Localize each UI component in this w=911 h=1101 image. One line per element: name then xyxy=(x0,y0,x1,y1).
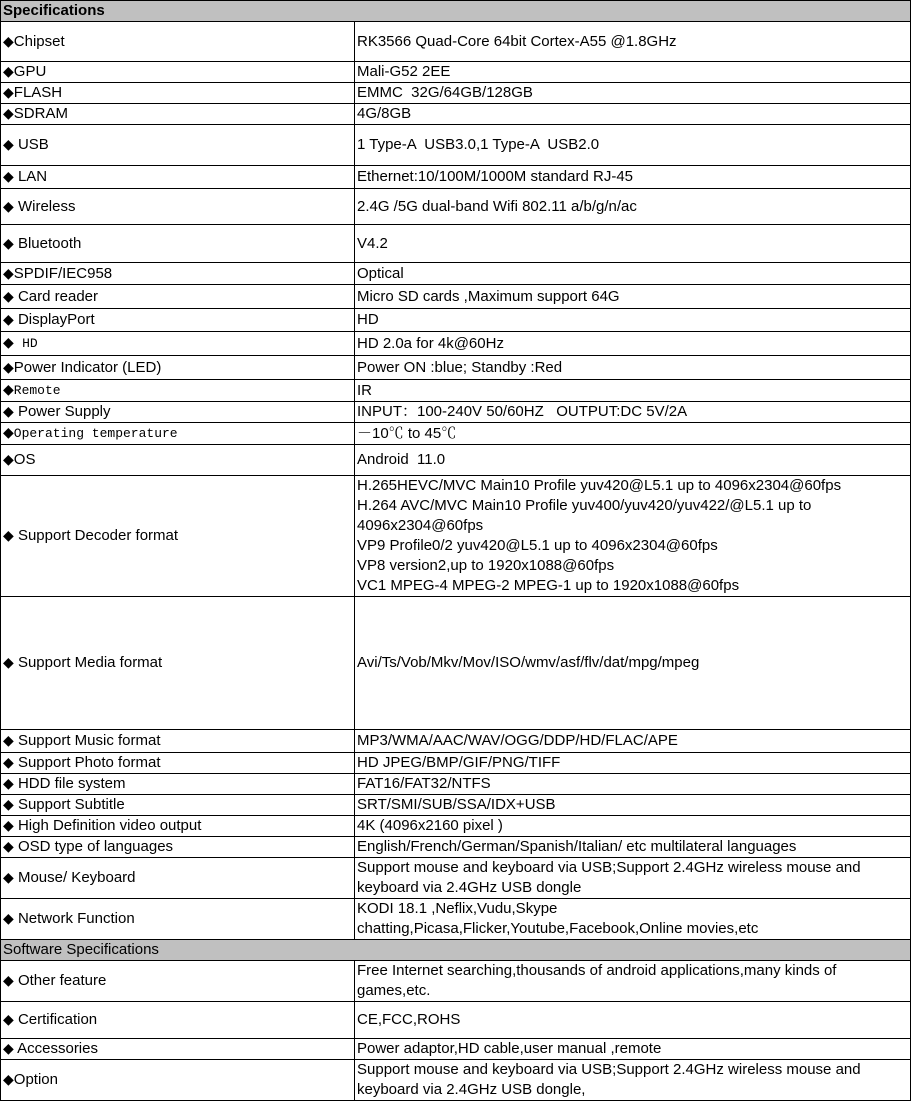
spec-value-cell xyxy=(355,774,911,795)
spec-value-cell xyxy=(355,380,911,402)
diamond-bullet-icon: ◆ xyxy=(3,235,14,252)
spec-value-cell xyxy=(355,1060,911,1101)
spec-value-line: Support mouse and keyboard via USB;Support 2.4GHz wireless mouse and xyxy=(357,859,861,876)
spec-value-line: H.265HEVC/MVC Main10 Profile yuv420@L5.1 up to 4096x2304@60fps xyxy=(357,477,842,494)
spec-label: Support Decoder format xyxy=(17,527,179,544)
spec-label-cell xyxy=(1,189,355,225)
diamond-bullet-icon: ◆ xyxy=(3,839,14,855)
spec-label: Option xyxy=(13,1071,58,1088)
spec-value-cell xyxy=(355,263,911,285)
section-header xyxy=(1,940,911,961)
spec-value-cell xyxy=(355,285,911,309)
spec-label: SDRAM xyxy=(13,105,68,122)
spec-row xyxy=(1,423,911,445)
diamond-bullet-icon: ◆ xyxy=(3,1041,14,1057)
label-spacer xyxy=(14,334,22,351)
spec-value-line: HD 2.0a for 4k@60Hz xyxy=(357,334,504,352)
spec-row xyxy=(1,166,911,189)
spec-value-cell xyxy=(355,166,911,189)
diamond-bullet-icon: ◆ xyxy=(3,655,14,671)
spec-label: Other feature xyxy=(17,972,107,989)
spec-row xyxy=(1,83,911,104)
diamond-bullet-icon: ◆ xyxy=(3,106,14,122)
spec-value-line: HD JPEG/BMP/GIF/PNG/TIFF xyxy=(357,754,561,771)
spec-value-line: 1 Type-A USB3.0,1 Type-A USB2.0 xyxy=(357,136,600,153)
diamond-bullet-icon: ◆ xyxy=(3,452,14,468)
spec-row xyxy=(1,225,911,263)
spec-label-cell xyxy=(1,22,355,62)
spec-label-cell xyxy=(1,730,355,753)
spec-label: FLASH xyxy=(13,84,63,101)
spec-value-cell xyxy=(355,402,911,423)
spec-label: GPU xyxy=(13,63,47,80)
spec-value-line: Power adaptor,HD cable,user manual ,remote xyxy=(357,1040,662,1057)
spec-label: Operating temperature xyxy=(13,426,178,441)
spec-row xyxy=(1,263,911,285)
spec-label-cell xyxy=(1,1060,355,1101)
diamond-bullet-icon: ◆ xyxy=(3,198,14,215)
diamond-bullet-icon: ◆ xyxy=(3,312,14,328)
spec-value-cell xyxy=(355,83,911,104)
spec-row xyxy=(1,62,911,83)
spec-row xyxy=(1,1060,911,1101)
diamond-bullet-icon: ◆ xyxy=(3,973,14,989)
spec-value-line: Power ON :blue; Standby :Red xyxy=(357,358,563,376)
spec-row xyxy=(1,189,911,225)
spec-label-cell xyxy=(1,858,355,899)
diamond-bullet-icon: ◆ xyxy=(3,169,14,185)
spec-value-cell xyxy=(355,597,911,730)
diamond-bullet-icon: ◆ xyxy=(3,64,14,80)
spec-row xyxy=(1,104,911,125)
spec-value-cell xyxy=(355,837,911,858)
spec-label: DisplayPort xyxy=(17,311,95,328)
spec-label: USB xyxy=(17,136,49,153)
spec-value-line: Support mouse and keyboard via USB;Support 2.4GHz wireless mouse and xyxy=(357,1061,861,1078)
spec-label-cell xyxy=(1,1002,355,1039)
spec-label-cell xyxy=(1,899,355,940)
spec-label-cell xyxy=(1,795,355,816)
spec-value-line: MP3/WMA/AAC/WAV/OGG/DDP/HD/FLAC/APE xyxy=(357,732,678,749)
spec-value-line: RK3566 Quad-Core 64bit Cortex-A55 @1.8GHz xyxy=(357,32,677,50)
diamond-bullet-icon: ◆ xyxy=(3,137,14,153)
spec-row xyxy=(1,730,911,753)
spec-label: HDD file system xyxy=(17,775,126,792)
spec-label-cell xyxy=(1,356,355,380)
spec-value-line: KODI 18.1 ,Neflix,Vudu,Skype xyxy=(357,900,558,917)
spec-value-line: H.264 AVC/MVC Main10 Profile yuv400/yuv420/yuv422/@L5.1 up to xyxy=(357,497,812,514)
section-title: Specifications xyxy=(1,1,911,22)
spec-label-cell xyxy=(1,816,355,837)
spec-label-cell xyxy=(1,402,355,423)
spec-value-line: FAT16/FAT32/NTFS xyxy=(357,775,491,792)
spec-label: Chipset xyxy=(13,32,65,50)
spec-row xyxy=(1,597,911,730)
diamond-bullet-icon: ◆ xyxy=(3,382,14,398)
spec-value-line: CE,FCC,ROHS xyxy=(357,1011,461,1028)
spec-value-line: keyboard via 2.4GHz USB dongle xyxy=(357,879,582,896)
spec-row xyxy=(1,1039,911,1060)
diamond-bullet-icon: ◆ xyxy=(3,818,14,834)
spec-value-line: VC1 MPEG-4 MPEG-2 MPEG-1 up to 1920x1088@60fps xyxy=(357,577,740,594)
spec-label: Power Supply xyxy=(17,403,111,420)
spec-label: LAN xyxy=(17,168,48,185)
spec-label-cell xyxy=(1,1039,355,1060)
spec-row xyxy=(1,356,911,380)
spec-value-cell xyxy=(355,104,911,125)
spec-label: Network Function xyxy=(17,910,135,927)
diamond-bullet-icon: ◆ xyxy=(3,265,14,282)
spec-value-line: Optical xyxy=(357,264,404,282)
spec-label-cell xyxy=(1,597,355,730)
spec-value-cell xyxy=(355,423,911,445)
section-title: Software Specifications xyxy=(1,940,911,961)
spec-value-cell xyxy=(355,1002,911,1039)
spec-value-line: Android 11.0 xyxy=(357,451,446,468)
spec-label: Wireless xyxy=(17,197,76,215)
spec-value-cell xyxy=(355,730,911,753)
spec-label-cell xyxy=(1,263,355,285)
spec-row xyxy=(1,774,911,795)
diamond-bullet-icon: ◆ xyxy=(3,733,14,749)
spec-value-line: 2.4G /5G dual-band Wifi 802.11 a/b/g/n/ac xyxy=(357,197,637,215)
spec-value-line: EMMC 32G/64GB/128GB xyxy=(357,84,533,101)
spec-value-cell xyxy=(355,753,911,774)
diamond-bullet-icon: ◆ xyxy=(3,359,14,376)
spec-value-cell xyxy=(355,125,911,166)
spec-value-line: SRT/SMI/SUB/SSA/IDX+USB xyxy=(357,796,556,813)
spec-value-line: V4.2 xyxy=(357,234,388,252)
diamond-bullet-icon: ◆ xyxy=(3,335,14,351)
diamond-bullet-icon: ◆ xyxy=(3,1012,14,1028)
spec-label-cell xyxy=(1,285,355,309)
spec-row xyxy=(1,1002,911,1039)
spec-row xyxy=(1,858,911,899)
spec-label: Support Media format xyxy=(17,654,163,671)
diamond-bullet-icon: ◆ xyxy=(3,85,14,101)
spec-value-line: chatting,Picasa,Flicker,Youtube,Facebook,Online movies,etc xyxy=(357,920,759,937)
spec-value-cell xyxy=(355,961,911,1002)
spec-label-cell xyxy=(1,62,355,83)
spec-label: OSD type of languages xyxy=(17,838,174,855)
spec-value-cell xyxy=(355,445,911,476)
spec-label: Power Indicator (LED) xyxy=(13,358,162,376)
spec-label-cell xyxy=(1,837,355,858)
spec-row xyxy=(1,285,911,309)
spec-label: Certification xyxy=(17,1011,98,1028)
spec-value-line: Micro SD cards ,Maximum support 64G xyxy=(357,287,620,305)
spec-row xyxy=(1,476,911,597)
spec-label-cell xyxy=(1,309,355,332)
spec-label: High Definition video output xyxy=(17,817,202,834)
spec-value-line: HD xyxy=(357,311,379,328)
spec-value-cell xyxy=(355,62,911,83)
spec-value-line: Avi/Ts/Vob/Mkv/Mov/ISO/wmv/asf/flv/dat/mpg/mpeg xyxy=(357,654,700,671)
spec-value-line: －10℃ to 45℃ xyxy=(357,424,457,442)
spec-label-cell xyxy=(1,445,355,476)
spec-label: HD xyxy=(22,336,38,351)
spec-value-line: 4K (4096x2160 pixel ) xyxy=(357,817,503,834)
spec-row xyxy=(1,837,911,858)
spec-value-line: 4G/8GB xyxy=(357,105,412,122)
spec-value-line: Mali-G52 2EE xyxy=(357,63,451,80)
spec-row xyxy=(1,402,911,423)
spec-label: Accessories xyxy=(17,1040,98,1057)
spec-label: Card reader xyxy=(17,287,98,305)
spec-label: Remote xyxy=(13,383,61,398)
spec-row xyxy=(1,380,911,402)
spec-label-cell xyxy=(1,104,355,125)
spec-value-line: 4096x2304@60fps xyxy=(357,517,484,534)
spec-value-cell xyxy=(355,795,911,816)
diamond-bullet-icon: ◆ xyxy=(3,797,14,813)
spec-value-cell xyxy=(355,189,911,225)
spec-label: Mouse/ Keyboard xyxy=(17,869,136,886)
diamond-bullet-icon: ◆ xyxy=(3,755,14,771)
spec-value-cell xyxy=(355,309,911,332)
spec-row xyxy=(1,332,911,356)
spec-value-line: games,etc. xyxy=(357,982,431,999)
diamond-bullet-icon: ◆ xyxy=(3,33,14,50)
spec-value-line: VP8 version2,up to 1920x1088@60fps xyxy=(357,557,615,574)
spec-value-cell xyxy=(355,816,911,837)
spec-label: OS xyxy=(13,451,36,468)
spec-value-cell xyxy=(355,899,911,940)
spec-label: Support Subtitle xyxy=(17,796,125,813)
diamond-bullet-icon: ◆ xyxy=(3,528,14,544)
spec-label-cell xyxy=(1,225,355,263)
spec-label: Support Music format xyxy=(17,732,161,749)
spec-label-cell xyxy=(1,125,355,166)
spec-label-cell xyxy=(1,332,355,356)
diamond-bullet-icon: ◆ xyxy=(3,776,14,792)
diamond-bullet-icon: ◆ xyxy=(3,1072,14,1088)
spec-value-cell xyxy=(355,858,911,899)
spec-label: SPDIF/IEC958 xyxy=(13,264,113,282)
spec-label-cell xyxy=(1,476,355,597)
spec-row xyxy=(1,309,911,332)
diamond-bullet-icon: ◆ xyxy=(3,870,14,886)
spec-row xyxy=(1,22,911,62)
spec-label-cell xyxy=(1,166,355,189)
spec-label: Support Photo format xyxy=(17,754,161,771)
spec-row xyxy=(1,125,911,166)
spec-value-cell xyxy=(355,332,911,356)
spec-label-cell xyxy=(1,774,355,795)
spec-row xyxy=(1,961,911,1002)
section-header xyxy=(1,1,911,22)
spec-value-line: INPUT：100-240V 50/60HZ OUTPUT:DC 5V/2A xyxy=(357,403,688,420)
spec-value-line: Free Internet searching,thousands of android applications,many kinds of xyxy=(357,962,837,979)
spec-value-line: IR xyxy=(357,381,372,399)
spec-value-cell xyxy=(355,225,911,263)
spec-value-cell xyxy=(355,476,911,597)
spec-table-body xyxy=(1,1,911,1101)
spec-label-cell xyxy=(1,753,355,774)
spec-value-cell xyxy=(355,1039,911,1060)
spec-value-line: Ethernet:10/100M/1000M standard RJ-45 xyxy=(357,168,633,185)
spec-value-cell xyxy=(355,22,911,62)
spec-label-cell xyxy=(1,961,355,1002)
diamond-bullet-icon: ◆ xyxy=(3,404,14,420)
diamond-bullet-icon: ◆ xyxy=(3,425,14,441)
spec-value-cell xyxy=(355,356,911,380)
spec-value-line: VP9 Profile0/2 yuv420@L5.1 up to 4096x2304@60fps xyxy=(357,537,718,554)
spec-label-cell xyxy=(1,83,355,104)
spec-row xyxy=(1,899,911,940)
spec-row xyxy=(1,445,911,476)
spec-label: Bluetooth xyxy=(17,234,82,252)
spec-label-cell xyxy=(1,380,355,402)
spec-row xyxy=(1,816,911,837)
spec-row xyxy=(1,753,911,774)
diamond-bullet-icon: ◆ xyxy=(3,288,14,305)
spec-row xyxy=(1,795,911,816)
spec-value-line: keyboard via 2.4GHz USB dongle, xyxy=(357,1081,586,1098)
diamond-bullet-icon: ◆ xyxy=(3,911,14,927)
spec-value-line: English/French/German/Spanish/Italian/ etc multilateral languages xyxy=(357,838,797,855)
spec-label-cell xyxy=(1,423,355,445)
